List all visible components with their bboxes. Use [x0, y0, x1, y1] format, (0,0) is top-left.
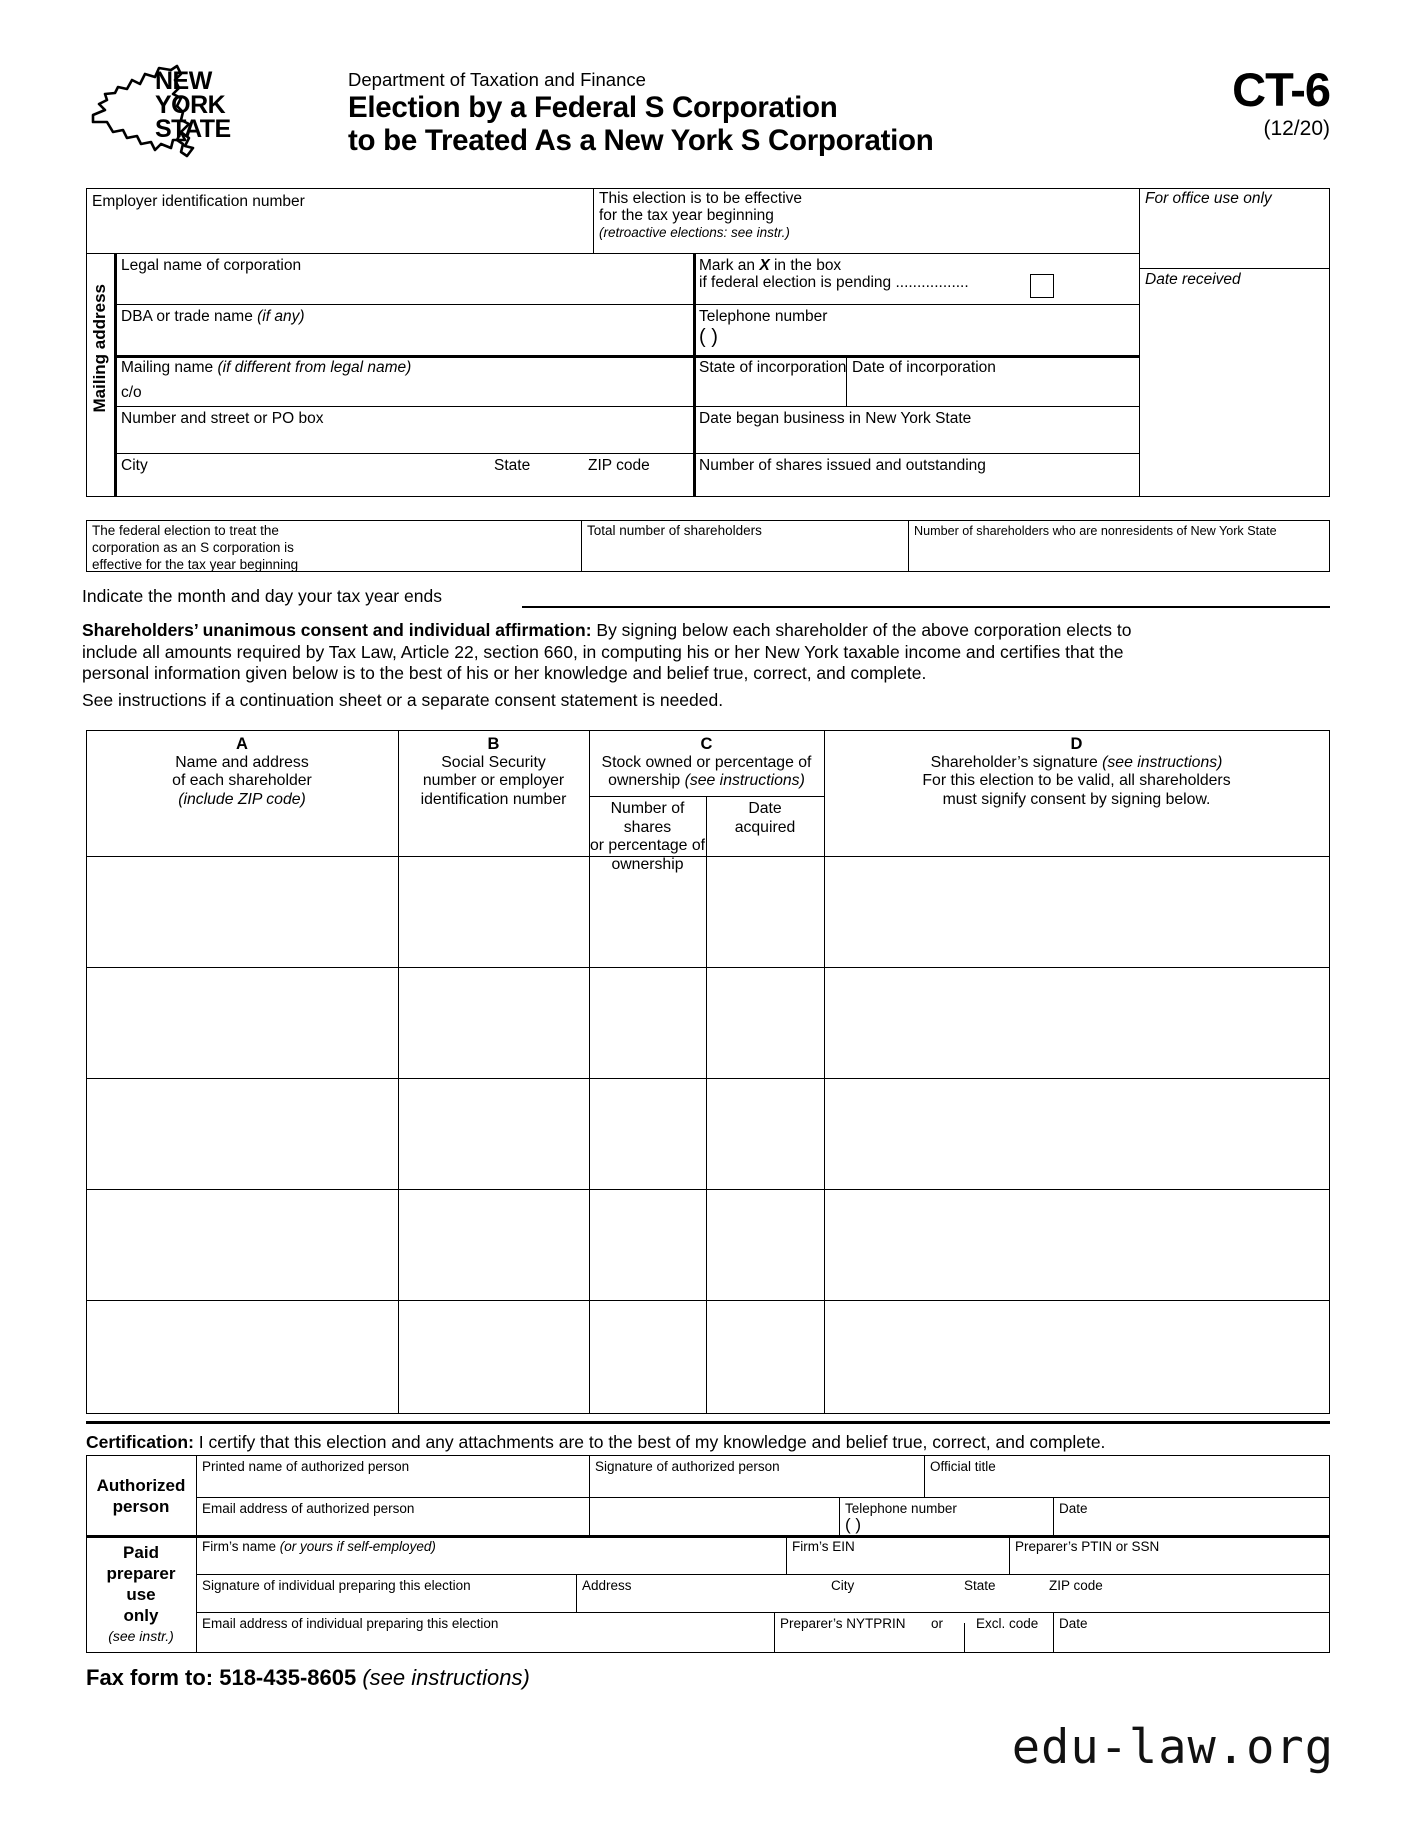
- column-b-line-1: Social Security: [441, 753, 546, 771]
- shareholder-rows: [87, 857, 1329, 1413]
- column-c-sub2-line-2: acquired: [734, 818, 796, 836]
- paid-preparer-line-2: preparer: [106, 1564, 176, 1583]
- column-a-letter: A: [236, 735, 248, 753]
- certification-heading: Certification:: [86, 1432, 194, 1452]
- signature-block: [86, 1455, 1330, 1653]
- paid-preparer-line-5: (see instr.): [108, 1628, 174, 1644]
- page-title: [348, 91, 933, 157]
- paid-preparer-line-4: only: [123, 1606, 159, 1625]
- column-c-sub1-line-1: Number of shares: [610, 800, 685, 836]
- dba-label: DBA or trade name (if any): [121, 308, 305, 325]
- date-began-business-label: Date began business in New York State: [699, 410, 972, 427]
- paid-preparer-line-3: use: [126, 1585, 156, 1604]
- nytprin-label: Preparer’s NYTPRIN: [780, 1616, 906, 1631]
- table-row[interactable]: [87, 1190, 1329, 1300]
- shares-issued-label: Number of shares issued and outstanding: [699, 457, 986, 474]
- logo-text-state: STATE: [155, 115, 231, 143]
- column-d-line-1-italic: (see instructions): [1102, 753, 1223, 771]
- column-c-header: [589, 735, 824, 791]
- corporation-info-block: [86, 188, 1330, 498]
- state-label: State: [494, 457, 531, 474]
- dba-note: (if any): [257, 308, 305, 325]
- federal-election-pending-checkbox[interactable]: [1030, 274, 1054, 298]
- mailing-name-label: Mailing name (if different from legal name): [121, 359, 412, 376]
- authorized-date-label: Date: [1059, 1501, 1088, 1516]
- table-row[interactable]: [87, 968, 1329, 1078]
- telephone-label: Telephone number: [699, 308, 828, 325]
- logo-text-york: YORK: [155, 91, 226, 119]
- mark-x-letter: X: [759, 257, 770, 274]
- preparer-city-label: City: [831, 1578, 855, 1593]
- column-c-sub2-line-1: Date: [748, 800, 782, 817]
- consent-body-1: By signing below each shareholder of the above corporation elects to: [591, 620, 1132, 640]
- certification-body: I certify that this election and any attachments are to the best of my knowledge and belief true, correct, and complete.: [193, 1432, 1106, 1452]
- co-label: c/o: [121, 384, 142, 401]
- column-b-header: [398, 735, 589, 809]
- column-d-line-2: For this election to be valid, all shareholders: [922, 772, 1231, 789]
- effective-line-1: This election is to be effective: [599, 190, 803, 207]
- form-revision: (12/20): [1263, 117, 1330, 140]
- authorized-signature-label: Signature of authorized person: [595, 1459, 780, 1474]
- federal-election-pending-group: [699, 257, 969, 291]
- state-of-incorporation-label: State of incorporation: [699, 359, 847, 376]
- column-b-letter: B: [487, 735, 500, 753]
- authorized-email-label: Email address of authorized person: [202, 1501, 415, 1516]
- authorized-person-line-2: person: [112, 1497, 170, 1516]
- column-b-line-2: number or employer: [422, 772, 565, 789]
- form-number-block: [1232, 65, 1330, 141]
- column-a-line-3: (include ZIP code): [178, 790, 306, 808]
- form-header: [0, 55, 1416, 175]
- fax-instructions: [86, 1665, 530, 1691]
- consent-body-2: include all amounts required by Tax Law, Article 22, section 660, in computing his or her New York taxable income and certifies that the: [82, 641, 1124, 662]
- shareholders-consent-paragraph: [82, 620, 1332, 685]
- effective-note: (retroactive elections: see instr.): [599, 225, 790, 240]
- fax-number-text: Fax form to: 518-435-8605: [86, 1665, 357, 1690]
- excl-code-label: Excl. code: [976, 1616, 1039, 1631]
- ein-label: Employer identification number: [92, 193, 305, 210]
- column-c-line-2-italic: (see instructions): [684, 772, 805, 789]
- column-d-line-1: Shareholder’s signature (see instructions): [930, 753, 1223, 771]
- column-b-line-3: identification number: [420, 790, 567, 808]
- paid-preparer-line-1: Paid: [123, 1543, 159, 1562]
- watermark: edu-law.org: [1011, 1720, 1334, 1775]
- mailing-address-sidebar-label: Mailing address: [90, 284, 109, 413]
- department-line: Department of Taxation and Finance: [348, 69, 646, 90]
- tax-year-ends-label: Indicate the month and day your tax year ends: [82, 586, 442, 606]
- paid-preparer-sidebar-label: [86, 1542, 196, 1647]
- certification-paragraph: [86, 1432, 1105, 1453]
- column-d-letter: D: [1070, 735, 1083, 753]
- fed-line-2: corporation as an S corporation is: [92, 540, 294, 555]
- legal-name-label: Legal name of corporation: [121, 257, 302, 274]
- column-c-sub1-line-2: or percentage of: [589, 837, 706, 854]
- fax-see-instructions: (see instructions): [356, 1665, 530, 1690]
- telephone-input[interactable]: ( ): [699, 326, 718, 348]
- column-c-sub-date-header: [706, 800, 824, 837]
- printed-name-label: Printed name of authorized person: [202, 1459, 410, 1474]
- see-instructions-note: See instructions if a continuation sheet or a separate consent statement is needed.: [82, 690, 724, 710]
- date-of-incorporation-label: Date of incorporation: [852, 359, 996, 376]
- preparer-email-label: Email address of individual preparing this election: [202, 1616, 499, 1631]
- preparer-date-label: Date: [1059, 1616, 1088, 1631]
- official-title-label: Official title: [930, 1459, 996, 1474]
- column-a-header: [86, 735, 398, 809]
- preparer-zip-label: ZIP code: [1049, 1578, 1103, 1593]
- authorized-telephone-label: Telephone number: [845, 1501, 957, 1516]
- date-received-label: Date received: [1145, 271, 1241, 288]
- column-a-line-2: of each shareholder: [172, 772, 312, 789]
- effective-line-2: for the tax year beginning: [599, 207, 774, 224]
- total-shareholders-label: Total number of shareholders: [587, 523, 762, 538]
- fed-line-3: effective for the tax year beginning: [92, 557, 299, 572]
- firm-name-label: Firm’s name (or yours if self-employed): [202, 1539, 436, 1554]
- column-d-line-3: must signify consent by signing below.: [942, 790, 1211, 808]
- zip-code-label: ZIP code: [588, 457, 650, 474]
- office-use-label: For office use only: [1145, 190, 1272, 207]
- firm-name-note: (or yours if self-employed): [279, 1539, 436, 1554]
- effective-date-label: [599, 190, 802, 241]
- shareholders-table: [86, 730, 1330, 1414]
- mailing-name-note: (if different from legal name): [217, 359, 412, 376]
- nonresident-shareholders-label: Number of shareholders who are nonresidents of New York State: [914, 524, 1277, 538]
- city-label: City: [121, 457, 148, 474]
- authorized-person-sidebar-label: [86, 1475, 196, 1517]
- column-a-line-1: Name and address: [175, 753, 309, 771]
- column-c-line-1: Stock owned or percentage of: [601, 753, 812, 771]
- preparer-state-label: State: [964, 1578, 996, 1593]
- tax-year-ends-input-line[interactable]: [522, 606, 1330, 608]
- title-line-2: to be Treated As a New York S Corporation: [348, 124, 934, 157]
- logo-text-new: NEW: [155, 67, 212, 95]
- preparer-signature-label: Signature of individual preparing this election: [202, 1578, 471, 1593]
- mark-x-line-2: if federal election is pending .................: [699, 274, 969, 291]
- consent-heading: Shareholders’ unanimous consent and individual affirmation:: [82, 620, 592, 640]
- federal-election-row: [86, 520, 1330, 572]
- title-line-1: Election by a Federal S Corporation: [348, 91, 838, 124]
- authorized-person-line-1: Authorized: [96, 1476, 186, 1495]
- column-c-line-2: ownership (see instructions): [608, 772, 805, 789]
- street-label: Number and street or PO box: [121, 410, 324, 427]
- column-c-letter: C: [700, 735, 713, 753]
- table-row[interactable]: [87, 1079, 1329, 1189]
- column-c-sub1-line-3: ownership: [611, 855, 684, 873]
- nytprin-or-label: or: [931, 1616, 944, 1631]
- tax-year-ends-row: [82, 586, 442, 608]
- firm-ein-label: Firm’s EIN: [792, 1539, 855, 1554]
- consent-body-3: personal information given below is to the best of his or her knowledge and belief true, correct, and complete.: [82, 663, 927, 683]
- table-row[interactable]: [87, 1301, 1329, 1413]
- column-d-header: [824, 735, 1329, 809]
- preparer-ptin-label: Preparer’s PTIN or SSN: [1015, 1539, 1160, 1554]
- federal-election-effective-label: [92, 522, 298, 573]
- authorized-telephone-input[interactable]: ( ): [845, 1515, 862, 1534]
- preparer-address-label: Address: [582, 1578, 632, 1593]
- table-row[interactable]: [87, 857, 1329, 967]
- mark-x-line-1: Mark an X in the box: [699, 257, 842, 274]
- form-number: CT-6: [1232, 63, 1330, 116]
- fed-line-1: The federal election to treat the: [92, 523, 279, 538]
